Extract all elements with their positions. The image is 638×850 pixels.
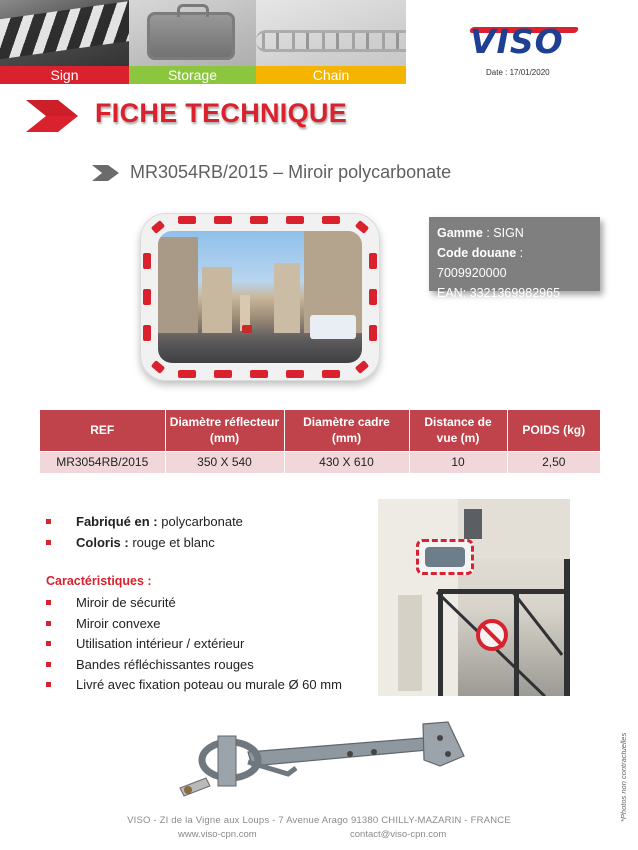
characteristics-title: Caractéristiques : xyxy=(46,574,152,588)
title-chevron-icon xyxy=(24,96,80,136)
list-item: Utilisation intérieur / extérieur xyxy=(46,634,342,655)
list-item: Fabriqué en : polycarbonate xyxy=(46,512,243,533)
chain-image xyxy=(256,30,406,52)
table-header: Distance de vue (m) xyxy=(409,410,507,451)
viso-logo: VISO xyxy=(470,22,564,61)
table-cell: 350 X 540 xyxy=(165,451,284,473)
list-item: Miroir convexe xyxy=(46,614,342,635)
table-header: POIDS (kg) xyxy=(507,410,600,451)
banner-label-sign: Sign xyxy=(0,66,129,84)
mirror-reflection xyxy=(158,231,362,363)
table-cell: 430 X 610 xyxy=(284,451,409,473)
product-subtitle: MR3054RB/2015 – Miroir polycarbonate xyxy=(130,162,452,182)
table-header: Diamètre cadre (mm) xyxy=(284,410,409,451)
footer-address: VISO - ZI de la Vigne aux Loups - 7 Avenue Arago 91380 CHILLY-MAZARIN - FRANCE xyxy=(127,815,511,826)
no-entry-sign-icon xyxy=(476,619,508,651)
table-header-row xyxy=(40,410,600,451)
list-item: Bandes réfléchissantes rouges xyxy=(46,655,342,676)
installation-photo xyxy=(378,499,570,696)
page-title: FICHE TECHNIQUE xyxy=(95,98,348,128)
mounting-bracket-image xyxy=(178,716,468,816)
info-code-douane: Code douane : 7009920000 xyxy=(437,246,524,280)
banner-label-storage: Storage xyxy=(129,66,256,84)
subtitle-chevron-icon xyxy=(92,163,120,183)
photos-disclaimer: *Photos non contractuelles xyxy=(619,732,628,822)
table-header: REF xyxy=(40,410,165,451)
product-info-box xyxy=(429,217,600,300)
case-image xyxy=(147,12,235,60)
table-cell: 10 xyxy=(409,451,507,473)
table-header: Diamètre réflecteur (mm) xyxy=(165,410,284,451)
info-ean: EAN: 3321369982965 xyxy=(437,286,561,300)
table-cell: 2,50 xyxy=(507,451,600,473)
product-mirror-image xyxy=(140,213,380,381)
info-gamme: Gamme : SIGN xyxy=(437,226,524,240)
banner-tile-storage xyxy=(129,0,256,84)
installed-mirror xyxy=(416,539,474,575)
spec-table xyxy=(40,410,600,473)
characteristics-list xyxy=(46,593,342,696)
footer-email-link[interactable]: contact@viso-cpn.com xyxy=(350,829,447,840)
crosswalk-image xyxy=(0,0,129,59)
document-date: Date : 17/01/2020 xyxy=(486,68,550,77)
banner-tile-sign xyxy=(0,0,129,84)
list-item: Coloris : rouge et blanc xyxy=(46,533,243,554)
banner-label-chain: Chain xyxy=(256,66,406,84)
footer-website-link[interactable]: www.viso-cpn.com xyxy=(178,829,257,840)
table-row xyxy=(40,451,600,473)
banner-tile-chain xyxy=(256,0,406,84)
header-banner xyxy=(0,0,406,84)
list-item: Miroir de sécurité xyxy=(46,593,342,614)
feature-list xyxy=(46,512,243,553)
table-cell: MR3054RB/2015 xyxy=(40,451,165,473)
list-item: Livré avec fixation poteau ou murale Ø 60 mm xyxy=(46,675,342,696)
